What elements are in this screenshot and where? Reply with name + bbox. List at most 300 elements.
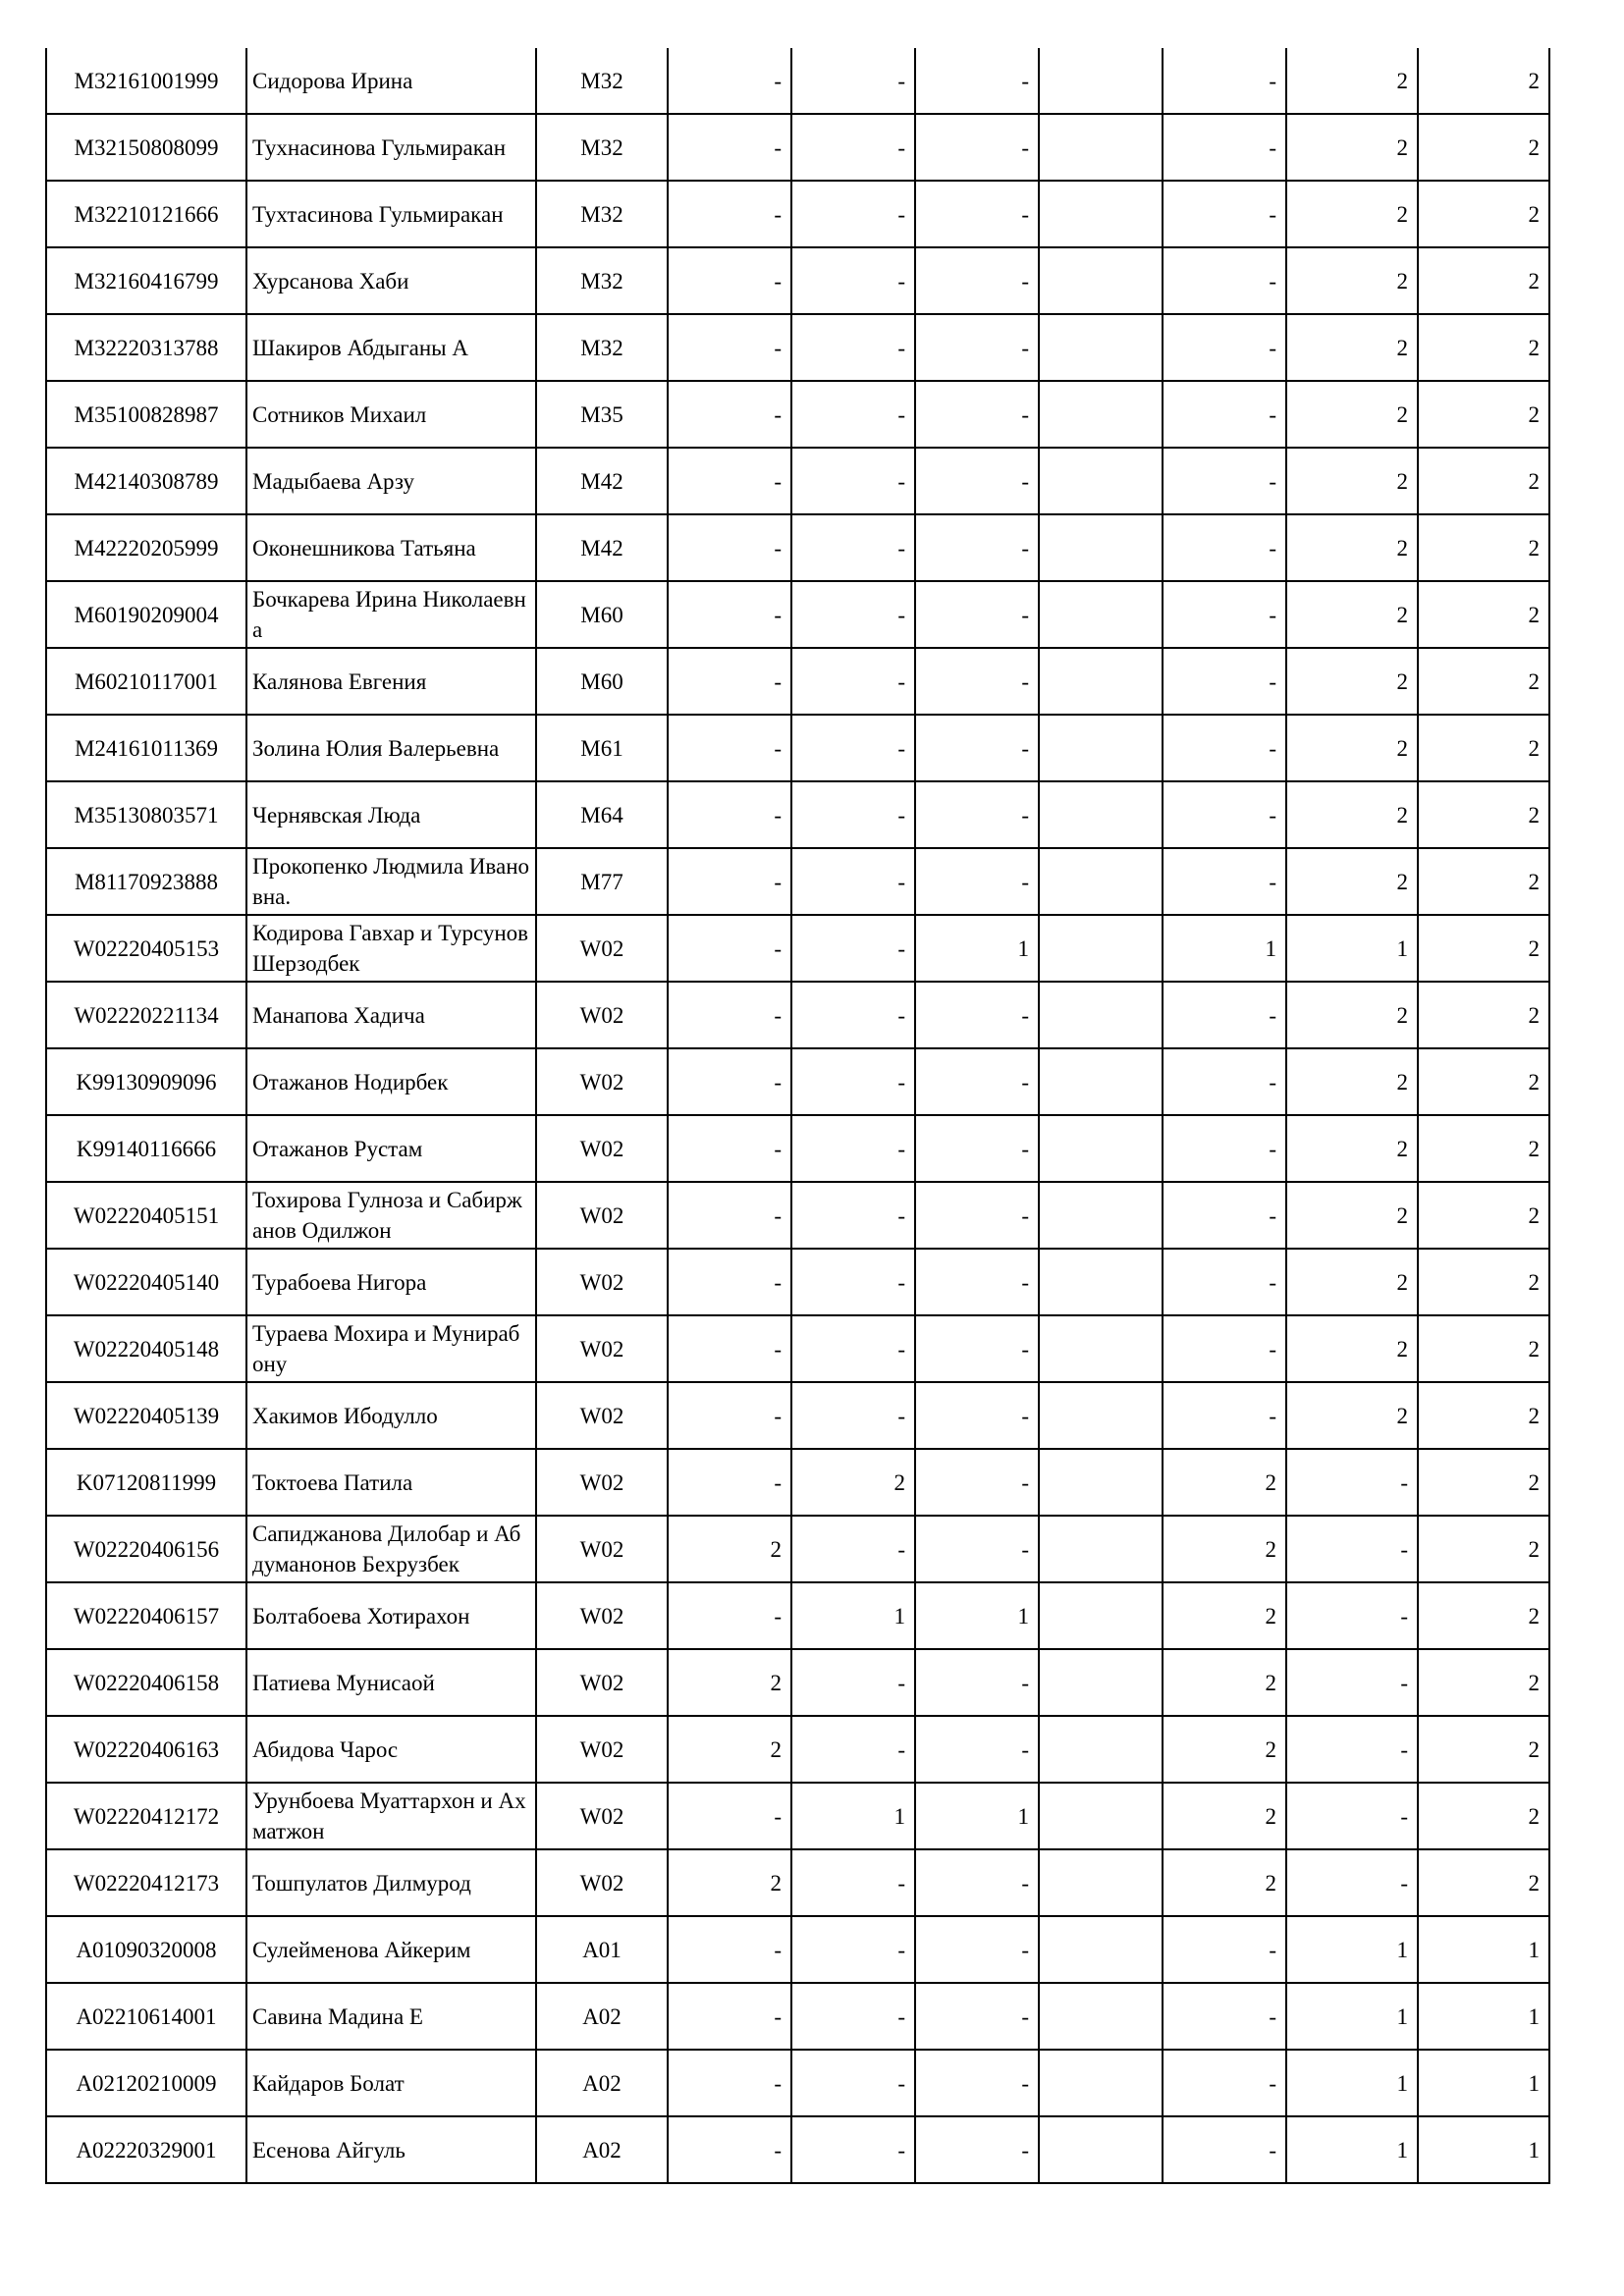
value-cell-3: - <box>915 1716 1039 1783</box>
group-cell: W02 <box>536 1783 668 1849</box>
value-cell-4 <box>1039 1849 1163 1916</box>
value-cell-5: - <box>1163 848 1286 915</box>
value-cell-3: - <box>915 848 1039 915</box>
table-row <box>46 448 1549 514</box>
value-cell-5: - <box>1163 247 1286 314</box>
value-cell-5: 1 <box>1163 915 1286 982</box>
value-cell-4 <box>1039 314 1163 381</box>
value-cell-3: - <box>915 48 1039 114</box>
value-cell-2: - <box>791 648 915 715</box>
value-cell-2: - <box>791 1115 915 1182</box>
value-cell-3: - <box>915 514 1039 581</box>
value-cell-5: 2 <box>1163 1849 1286 1916</box>
value-cell-1: - <box>668 1249 791 1315</box>
name-cell: Турабоева Нигора <box>246 1249 536 1315</box>
code-cell: M32161001999 <box>46 48 246 114</box>
data-table <box>45 48 1550 2184</box>
code-cell: W02220412173 <box>46 1849 246 1916</box>
group-cell: W02 <box>536 1582 668 1649</box>
code-cell: W02220405148 <box>46 1315 246 1382</box>
value-cell-1: - <box>668 715 791 781</box>
value-cell-4 <box>1039 1115 1163 1182</box>
value-cell-6: - <box>1286 1783 1418 1849</box>
value-cell-6: 2 <box>1286 381 1418 448</box>
value-cell-4 <box>1039 514 1163 581</box>
table-row <box>46 1315 1549 1382</box>
value-cell-2: - <box>791 781 915 848</box>
value-cell-5: 2 <box>1163 1582 1286 1649</box>
value-cell-3: - <box>915 1382 1039 1449</box>
value-cell-3: - <box>915 114 1039 181</box>
table-row <box>46 114 1549 181</box>
value-cell-3: - <box>915 581 1039 648</box>
table-row <box>46 1716 1549 1783</box>
group-cell: M32 <box>536 181 668 247</box>
total-cell: 2 <box>1418 114 1549 181</box>
name-cell: Хурсанова Хаби <box>246 247 536 314</box>
group-cell: A01 <box>536 1916 668 1983</box>
code-cell: M35130803571 <box>46 781 246 848</box>
value-cell-1: - <box>668 2050 791 2116</box>
value-cell-2: - <box>791 1315 915 1382</box>
value-cell-1: - <box>668 448 791 514</box>
value-cell-4 <box>1039 448 1163 514</box>
value-cell-4 <box>1039 648 1163 715</box>
name-cell: Кодирова Гавхар и Турсунов Шерзодбек <box>246 915 536 982</box>
value-cell-3: - <box>915 1315 1039 1382</box>
value-cell-1: - <box>668 1916 791 1983</box>
name-cell: Шакиров Абдыганы А <box>246 314 536 381</box>
table-row <box>46 1983 1549 2050</box>
value-cell-4 <box>1039 848 1163 915</box>
value-cell-5: - <box>1163 581 1286 648</box>
value-cell-5: - <box>1163 1315 1286 1382</box>
value-cell-6: - <box>1286 1582 1418 1649</box>
code-cell: A02220329001 <box>46 2116 246 2183</box>
value-cell-3: - <box>915 1449 1039 1516</box>
table-row <box>46 1783 1549 1849</box>
value-cell-6: 2 <box>1286 1382 1418 1449</box>
value-cell-5: - <box>1163 1916 1286 1983</box>
table-row <box>46 648 1549 715</box>
total-cell: 2 <box>1418 1449 1549 1516</box>
value-cell-4 <box>1039 1582 1163 1649</box>
value-cell-2: - <box>791 1649 915 1716</box>
name-cell: Манапова Хадича <box>246 982 536 1048</box>
value-cell-2: - <box>791 1249 915 1315</box>
code-cell: W02220405139 <box>46 1382 246 1449</box>
value-cell-3: - <box>915 1849 1039 1916</box>
value-cell-4 <box>1039 1983 1163 2050</box>
name-cell: Сотников Михаил <box>246 381 536 448</box>
value-cell-5: - <box>1163 1115 1286 1182</box>
value-cell-2: - <box>791 448 915 514</box>
value-cell-1: - <box>668 2116 791 2183</box>
value-cell-3: - <box>915 982 1039 1048</box>
code-cell: W02220405153 <box>46 915 246 982</box>
value-cell-6: 2 <box>1286 48 1418 114</box>
value-cell-1: - <box>668 1115 791 1182</box>
code-cell: A02120210009 <box>46 2050 246 2116</box>
value-cell-6: 2 <box>1286 114 1418 181</box>
code-cell: A02210614001 <box>46 1983 246 2050</box>
name-cell: Болтабоева Хотирахон <box>246 1582 536 1649</box>
value-cell-6: 2 <box>1286 715 1418 781</box>
group-cell: M60 <box>536 581 668 648</box>
code-cell: M42220205999 <box>46 514 246 581</box>
value-cell-4 <box>1039 1449 1163 1516</box>
table-row <box>46 514 1549 581</box>
name-cell: Савина Мадина Е <box>246 1983 536 2050</box>
value-cell-6: 2 <box>1286 581 1418 648</box>
value-cell-5: - <box>1163 982 1286 1048</box>
value-cell-5: - <box>1163 1382 1286 1449</box>
value-cell-1: - <box>668 915 791 982</box>
code-cell: M60210117001 <box>46 648 246 715</box>
value-cell-3: - <box>915 314 1039 381</box>
name-cell: Кайдаров Болат <box>246 2050 536 2116</box>
group-cell: M77 <box>536 848 668 915</box>
table-body <box>46 48 1549 2183</box>
table-row <box>46 2116 1549 2183</box>
name-cell: Калянова Евгения <box>246 648 536 715</box>
total-cell: 2 <box>1418 314 1549 381</box>
total-cell: 2 <box>1418 1582 1549 1649</box>
total-cell: 2 <box>1418 581 1549 648</box>
group-cell: A02 <box>536 2050 668 2116</box>
table-row <box>46 848 1549 915</box>
table-row <box>46 1382 1549 1449</box>
value-cell-2: - <box>791 1048 915 1115</box>
total-cell: 2 <box>1418 48 1549 114</box>
value-cell-6: 2 <box>1286 314 1418 381</box>
value-cell-6: 2 <box>1286 448 1418 514</box>
value-cell-2: 1 <box>791 1783 915 1849</box>
total-cell: 2 <box>1418 715 1549 781</box>
table-row <box>46 581 1549 648</box>
total-cell: 2 <box>1418 1716 1549 1783</box>
value-cell-4 <box>1039 915 1163 982</box>
value-cell-5: - <box>1163 648 1286 715</box>
value-cell-3: - <box>915 2116 1039 2183</box>
value-cell-2: - <box>791 2050 915 2116</box>
value-cell-5: - <box>1163 48 1286 114</box>
value-cell-5: - <box>1163 1182 1286 1249</box>
value-cell-2: - <box>791 181 915 247</box>
value-cell-6: 2 <box>1286 1115 1418 1182</box>
value-cell-5: - <box>1163 2116 1286 2183</box>
group-cell: M61 <box>536 715 668 781</box>
value-cell-5: - <box>1163 514 1286 581</box>
value-cell-2: - <box>791 982 915 1048</box>
total-cell: 2 <box>1418 181 1549 247</box>
value-cell-3: - <box>915 181 1039 247</box>
value-cell-4 <box>1039 1048 1163 1115</box>
name-cell: Отажанов Рустам <box>246 1115 536 1182</box>
value-cell-5: 2 <box>1163 1449 1286 1516</box>
total-cell: 1 <box>1418 2050 1549 2116</box>
value-cell-6: 2 <box>1286 781 1418 848</box>
value-cell-6: 1 <box>1286 2050 1418 2116</box>
value-cell-1: - <box>668 581 791 648</box>
code-cell: A01090320008 <box>46 1916 246 1983</box>
value-cell-1: - <box>668 48 791 114</box>
value-cell-6: 2 <box>1286 1249 1418 1315</box>
total-cell: 2 <box>1418 1849 1549 1916</box>
value-cell-1: - <box>668 1449 791 1516</box>
value-cell-3: - <box>915 247 1039 314</box>
group-cell: M35 <box>536 381 668 448</box>
value-cell-6: 2 <box>1286 1182 1418 1249</box>
code-cell: W02220221134 <box>46 982 246 1048</box>
table-row <box>46 1249 1549 1315</box>
value-cell-4 <box>1039 247 1163 314</box>
group-cell: W02 <box>536 1115 668 1182</box>
value-cell-4 <box>1039 1716 1163 1783</box>
name-cell: Хакимов Ибодулло <box>246 1382 536 1449</box>
total-cell: 2 <box>1418 1783 1549 1849</box>
group-cell: W02 <box>536 982 668 1048</box>
table-row <box>46 314 1549 381</box>
value-cell-5: 2 <box>1163 1649 1286 1716</box>
value-cell-5: - <box>1163 1249 1286 1315</box>
name-cell: Сидорова Ирина <box>246 48 536 114</box>
value-cell-1: 2 <box>668 1516 791 1582</box>
value-cell-6: - <box>1286 1649 1418 1716</box>
value-cell-5: 2 <box>1163 1783 1286 1849</box>
group-cell: M42 <box>536 448 668 514</box>
total-cell: 2 <box>1418 982 1549 1048</box>
code-cell: M32220313788 <box>46 314 246 381</box>
name-cell: Патиева Мунисаой <box>246 1649 536 1716</box>
value-cell-4 <box>1039 982 1163 1048</box>
value-cell-4 <box>1039 2050 1163 2116</box>
total-cell: 2 <box>1418 1315 1549 1382</box>
value-cell-5: 2 <box>1163 1716 1286 1783</box>
value-cell-1: 2 <box>668 1716 791 1783</box>
value-cell-1: - <box>668 114 791 181</box>
value-cell-4 <box>1039 48 1163 114</box>
value-cell-2: 1 <box>791 1582 915 1649</box>
group-cell: W02 <box>536 1716 668 1783</box>
total-cell: 2 <box>1418 1115 1549 1182</box>
value-cell-1: - <box>668 247 791 314</box>
name-cell: Отажанов Нодирбек <box>246 1048 536 1115</box>
name-cell: Тураева Мохира и Мунирабону <box>246 1315 536 1382</box>
total-cell: 2 <box>1418 1182 1549 1249</box>
name-cell: Тошпулатов Дилмурод <box>246 1849 536 1916</box>
total-cell: 2 <box>1418 1048 1549 1115</box>
total-cell: 2 <box>1418 381 1549 448</box>
table-row <box>46 1582 1549 1649</box>
name-cell: Тохирова Гулноза и Сабиржанов Одилжон <box>246 1182 536 1249</box>
table-row <box>46 247 1549 314</box>
value-cell-4 <box>1039 1916 1163 1983</box>
value-cell-6: - <box>1286 1449 1418 1516</box>
name-cell: Сулейменова Айкерим <box>246 1916 536 1983</box>
value-cell-3: - <box>915 715 1039 781</box>
value-cell-5: - <box>1163 181 1286 247</box>
value-cell-2: - <box>791 1849 915 1916</box>
group-cell: M64 <box>536 781 668 848</box>
code-cell: K99140116666 <box>46 1115 246 1182</box>
value-cell-4 <box>1039 2116 1163 2183</box>
code-cell: M35100828987 <box>46 381 246 448</box>
value-cell-2: - <box>791 1716 915 1783</box>
value-cell-3: - <box>915 1182 1039 1249</box>
total-cell: 2 <box>1418 1516 1549 1582</box>
value-cell-3: 1 <box>915 915 1039 982</box>
value-cell-2: 2 <box>791 1449 915 1516</box>
value-cell-3: - <box>915 1916 1039 1983</box>
table-row <box>46 1449 1549 1516</box>
value-cell-6: 2 <box>1286 648 1418 715</box>
total-cell: 2 <box>1418 247 1549 314</box>
value-cell-4 <box>1039 1182 1163 1249</box>
code-cell: W02220406163 <box>46 1716 246 1783</box>
value-cell-2: - <box>791 514 915 581</box>
group-cell: W02 <box>536 1849 668 1916</box>
value-cell-5: - <box>1163 1048 1286 1115</box>
table-row <box>46 2050 1549 2116</box>
value-cell-6: 2 <box>1286 848 1418 915</box>
code-cell: M32160416799 <box>46 247 246 314</box>
value-cell-1: 2 <box>668 1849 791 1916</box>
table-row <box>46 781 1549 848</box>
value-cell-3: - <box>915 648 1039 715</box>
value-cell-1: - <box>668 1315 791 1382</box>
code-cell: M24161011369 <box>46 715 246 781</box>
value-cell-1: - <box>668 514 791 581</box>
group-cell: W02 <box>536 1048 668 1115</box>
value-cell-6: 2 <box>1286 514 1418 581</box>
value-cell-4 <box>1039 1315 1163 1382</box>
total-cell: 1 <box>1418 2116 1549 2183</box>
table-row <box>46 1516 1549 1582</box>
value-cell-1: 2 <box>668 1649 791 1716</box>
total-cell: 2 <box>1418 648 1549 715</box>
group-cell: W02 <box>536 1382 668 1449</box>
value-cell-2: - <box>791 1516 915 1582</box>
name-cell: Мадыбаева Арзу <box>246 448 536 514</box>
name-cell: Урунбоева Муаттархон и Ахматжон <box>246 1783 536 1849</box>
value-cell-6: 2 <box>1286 982 1418 1048</box>
value-cell-2: - <box>791 48 915 114</box>
value-cell-5: - <box>1163 1983 1286 2050</box>
total-cell: 2 <box>1418 781 1549 848</box>
value-cell-3: - <box>915 1115 1039 1182</box>
group-cell: A02 <box>536 2116 668 2183</box>
group-cell: M32 <box>536 314 668 381</box>
value-cell-5: - <box>1163 448 1286 514</box>
code-cell: W02220405151 <box>46 1182 246 1249</box>
value-cell-4 <box>1039 1783 1163 1849</box>
group-cell: M32 <box>536 247 668 314</box>
total-cell: 2 <box>1418 514 1549 581</box>
value-cell-2: - <box>791 581 915 648</box>
code-cell: M32150808099 <box>46 114 246 181</box>
value-cell-3: 1 <box>915 1783 1039 1849</box>
group-cell: M60 <box>536 648 668 715</box>
name-cell: Токтоева Патила <box>246 1449 536 1516</box>
value-cell-4 <box>1039 581 1163 648</box>
value-cell-4 <box>1039 381 1163 448</box>
group-cell: W02 <box>536 1516 668 1582</box>
value-cell-6: 2 <box>1286 247 1418 314</box>
code-cell: K99130909096 <box>46 1048 246 1115</box>
value-cell-2: - <box>791 114 915 181</box>
value-cell-2: - <box>791 1916 915 1983</box>
value-cell-5: - <box>1163 381 1286 448</box>
table-row <box>46 1649 1549 1716</box>
total-cell: 1 <box>1418 1983 1549 2050</box>
value-cell-5: - <box>1163 314 1286 381</box>
code-cell: M81170923888 <box>46 848 246 915</box>
value-cell-3: - <box>915 2050 1039 2116</box>
table-row <box>46 181 1549 247</box>
value-cell-6: 2 <box>1286 1048 1418 1115</box>
group-cell: W02 <box>536 1249 668 1315</box>
value-cell-1: - <box>668 648 791 715</box>
value-cell-1: - <box>668 982 791 1048</box>
name-cell: Бочкарева Ирина Николаевна <box>246 581 536 648</box>
value-cell-2: - <box>791 1983 915 2050</box>
value-cell-2: - <box>791 1182 915 1249</box>
value-cell-2: - <box>791 314 915 381</box>
value-cell-4 <box>1039 1649 1163 1716</box>
table-row <box>46 982 1549 1048</box>
name-cell: Оконешникова Татьяна <box>246 514 536 581</box>
value-cell-6: 1 <box>1286 2116 1418 2183</box>
value-cell-1: - <box>668 1048 791 1115</box>
value-cell-4 <box>1039 715 1163 781</box>
value-cell-3: - <box>915 1249 1039 1315</box>
group-cell: A02 <box>536 1983 668 2050</box>
table-row <box>46 1849 1549 1916</box>
group-cell: W02 <box>536 1315 668 1382</box>
group-cell: W02 <box>536 915 668 982</box>
value-cell-4 <box>1039 1382 1163 1449</box>
value-cell-5: - <box>1163 715 1286 781</box>
group-cell: M32 <box>536 114 668 181</box>
code-cell: M60190209004 <box>46 581 246 648</box>
value-cell-6: - <box>1286 1516 1418 1582</box>
name-cell: Золина Юлия Валерьевна <box>246 715 536 781</box>
value-cell-3: - <box>915 1649 1039 1716</box>
group-cell: M42 <box>536 514 668 581</box>
value-cell-1: - <box>668 381 791 448</box>
value-cell-1: - <box>668 1182 791 1249</box>
value-cell-1: - <box>668 1382 791 1449</box>
table-row <box>46 381 1549 448</box>
name-cell: Тухнасинова Гульмиракан <box>246 114 536 181</box>
value-cell-1: - <box>668 1983 791 2050</box>
code-cell: M32210121666 <box>46 181 246 247</box>
value-cell-6: - <box>1286 1849 1418 1916</box>
value-cell-6: 2 <box>1286 1315 1418 1382</box>
value-cell-4 <box>1039 1249 1163 1315</box>
value-cell-3: - <box>915 1983 1039 2050</box>
name-cell: Чернявская Люда <box>246 781 536 848</box>
value-cell-3: - <box>915 381 1039 448</box>
total-cell: 2 <box>1418 848 1549 915</box>
code-cell: W02220406157 <box>46 1582 246 1649</box>
table-row <box>46 48 1549 114</box>
value-cell-5: - <box>1163 2050 1286 2116</box>
total-cell: 2 <box>1418 1249 1549 1315</box>
value-cell-3: - <box>915 1048 1039 1115</box>
total-cell: 2 <box>1418 915 1549 982</box>
